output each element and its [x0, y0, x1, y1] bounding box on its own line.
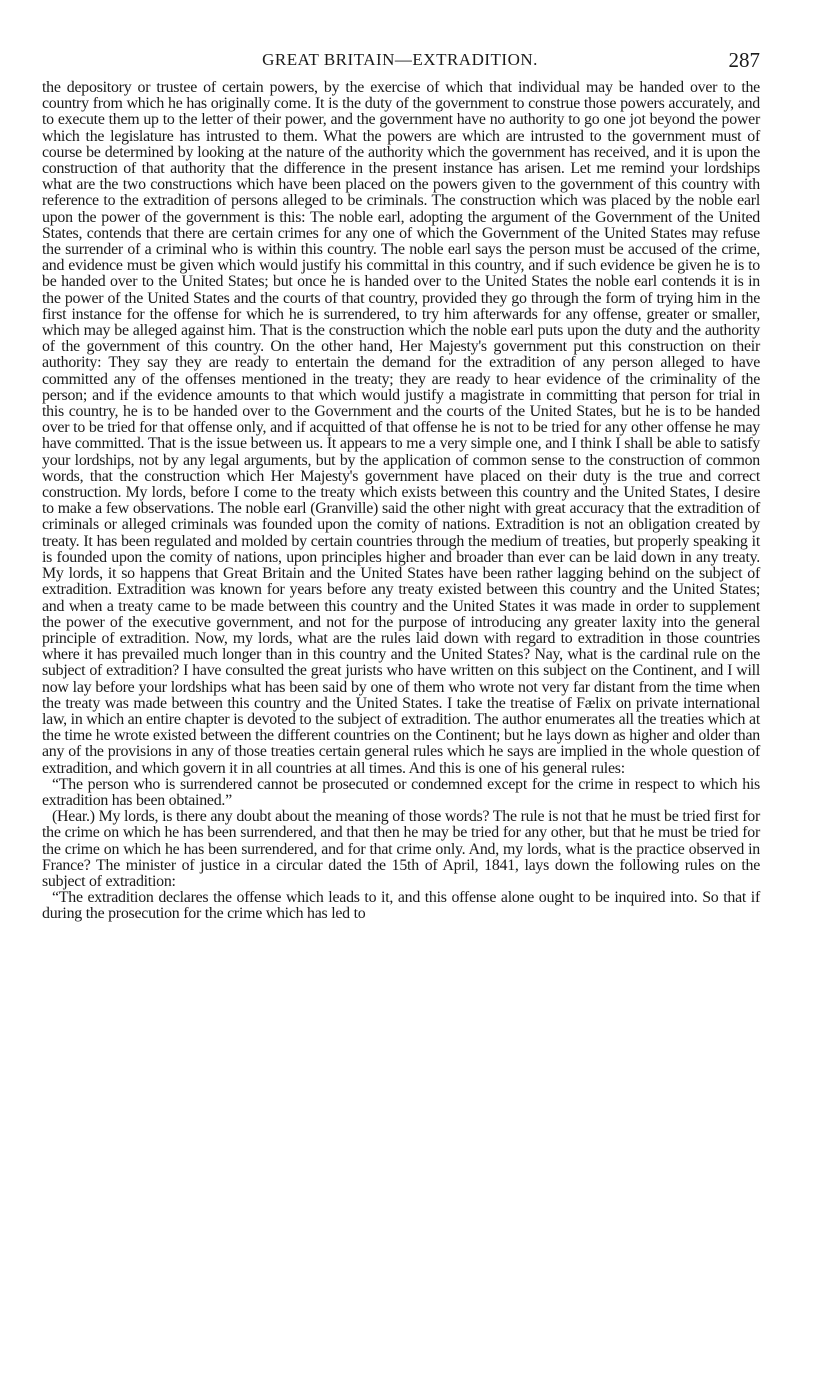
quotation-2: “The extradition declares the offense which leads to it, and this offense alone ought to be inquired into. So that if during the prosecution for the crime which has led to	[42, 889, 760, 923]
running-header	[40, 48, 760, 78]
body-text	[42, 80, 760, 923]
paragraph-1: the depository or trustee of certain powers, by the exercise of which that individual may be handed over to the country from which he has originally come. It is the duty of the government to construe those powers accurately, and to execute them up to the letter of their power, and the government have no authority to go one jot beyond the power which the legislature has intrusted to them. What the powers are which are intrusted to the government must of course be determined by looking at the nature of the authority which the government has received, and it is upon the construction of that authority that the difference in the present instance has arisen. Let me remind your lordships what are the two constructions which have been placed on the powers given to the government of this country with reference to the extradition of persons alleged to be criminals. The construction which was placed by the noble earl upon the power of the government is this: The noble earl, adopting the argument of the Government of the United States, contends that there are certain crimes for any one of which the Government of the United States may refuse the surrender of a criminal who is within this country. The noble earl says the person must be accused of the crime, and evidence must be given which would justify his committal in this country, and if such evidence be given he is to be handed over to the United States; but once he is handed over to the United States the noble earl contends it is in the power of the United States and the courts of that country, provided they go through the form of trying him in the first instance for the offense for which he is surrendered, to try him afterwards for any offense, greater or smaller, which may be alleged against him. That is the construction which the noble earl puts upon the duty and the authority of the government of this country. On the other hand, Her Majesty's government put this construction on their authority: They say they are ready to entertain the demand for the extradition of any person alleged to have committed any of the offenses mentioned in the treaty; they are ready to hear evidence of the criminality of the person; and if the evidence amounts to that which would justify a magistrate in committing that person for trial in this country, he is to be handed over to the Government and the courts of the United States, but he is to be handed over to be tried for that offense only, and if acquitted of that offense he is not to be tried for any other offense he may have committed. That is the issue between us. It appears to me a very simple one, and I think I shall be able to satisfy your lordships, not by any legal arguments, but by the application of common sense to the construction of common words, that the construction which Her Majesty's government have placed on their duty is the true and correct construction. My lords, before I come to the treaty which exists between this country and the United States, I desire to make a few observations. The noble earl (Granville) said the other night with great accuracy that the extradition of criminals or alleged criminals was founded upon the comity of nations. Extradition is not an obligation created by treaty. It has been regulated and molded by certain countries through the medium of treaties, but properly speaking it is founded upon the comity of nations, upon principles higher and broader than ever can be laid down in any treaty. My lords, it so happens that Great Britain and the United States have been rather lagging behind on the subject of extradition. Extradition was known for years before any treaty existed between this country and the United States; and when a treaty came to be made between this country and the United States it was made in order to supplement the power of the executive government, and not for the purpose of introducing any greater laxity into the general principle of extradition. Now, my lords, what are the rules laid down with regard to extradition in those countries where it has prevailed much longer than in this country and the United States? Nay, what is the cardinal rule on the subject of extradition? I have consulted the great jurists who have written on this subject on the Continent, and I will now lay before your lordships what has been said by one of them who wrote not very far distant from the time when the treaty was made between this country and the United States. I take the treatise of Fælix on private international law, in which an entire chapter is devoted to the subject of extradition. The author enumerates all the treaties which at the time he wrote existed between the different countries on the Continent; but he lays down as higher and older than any of the provisions in any of those treaties certain general rules which he says are implied in the whole question of extradition, and which govern it in all countries at all times. And this is one of his general rules:	[42, 79, 760, 777]
page-number: 287	[728, 48, 760, 72]
paragraph-2: (Hear.) My lords, is there any doubt about the meaning of those words? The rule is not that he must be tried first for the crime on which he has been surrendered, and that then he may be tried for any other, but that he must be tried for the crime on which he has been surrendered, and for that crime only. And, my lords, what is the practice observed in France? The minister of justice in a circular dated the 15th of April, 1841, lays down the following rules on the subject of extradition:	[42, 808, 760, 890]
running-title: GREAT BRITAIN—EXTRADITION.	[262, 50, 538, 69]
quotation-1: “The person who is surrendered cannot be prosecuted or condemned except for the crime in respect to which his extradition has been obtained.”	[42, 775, 760, 809]
